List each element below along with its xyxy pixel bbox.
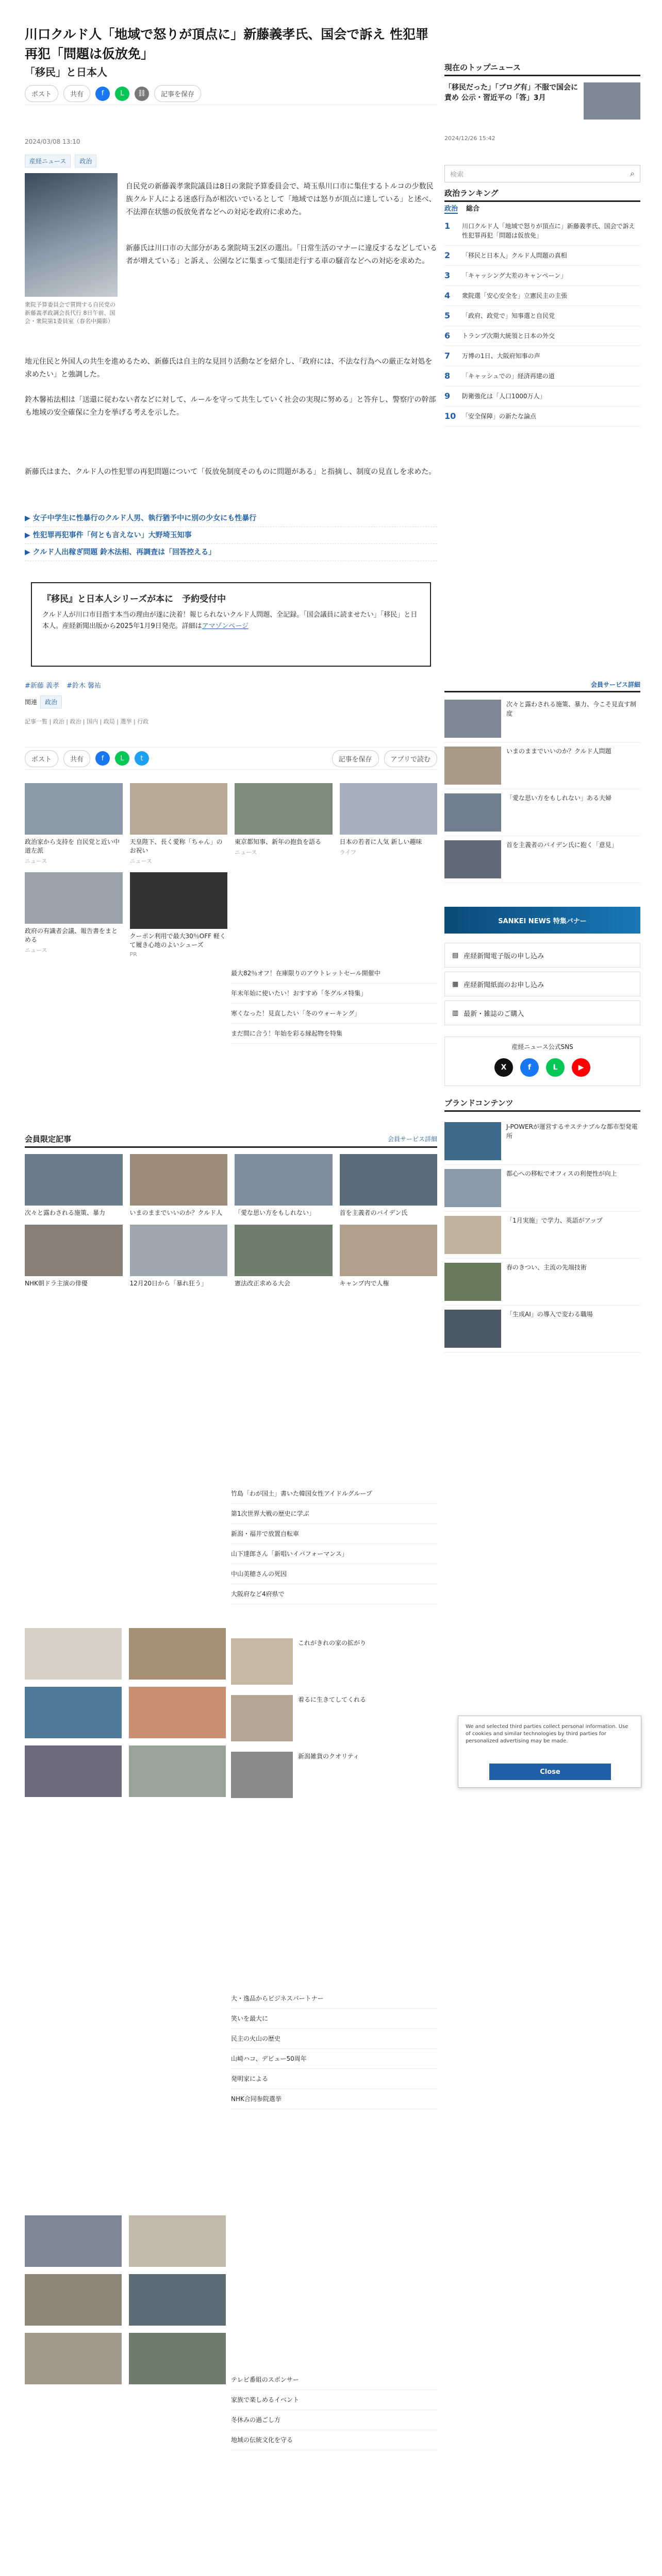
- brand-item[interactable]: J-POWERが運営するサステナブルな都市型発電所: [444, 1118, 640, 1165]
- member-card[interactable]: NHK朝ドラ主演の俳優: [25, 1225, 123, 1288]
- keyword-tag[interactable]: #新藤 義孝: [25, 682, 60, 690]
- ad-card[interactable]: [129, 1628, 226, 1680]
- pr-text-list: [231, 963, 437, 1044]
- post-button[interactable]: ポスト: [25, 85, 58, 102]
- rank-item[interactable]: 10 「安全保障」の新たな論点: [444, 406, 640, 427]
- category-tag[interactable]: 政治: [40, 696, 62, 708]
- article-subtitle: 「移民」と日本人: [25, 66, 107, 78]
- article-date: 2024/03/08 13:10: [25, 138, 80, 145]
- pr-bottom-item[interactable]: 冬休みの過ごし方: [231, 2410, 437, 2430]
- ad-card[interactable]: [25, 1745, 122, 1797]
- pr-item[interactable]: まだ間に合う！年始を彩る縁起物を特集: [231, 1024, 437, 1044]
- ad-card[interactable]: [25, 2274, 122, 2326]
- sidebar-banner[interactable]: SANKEI NEWS 特集バナー: [444, 907, 640, 934]
- left-ad-grid: [25, 1628, 226, 1797]
- book-icon: ▥: [452, 1009, 459, 1017]
- close-button[interactable]: Close: [489, 1764, 611, 1780]
- newspaper-link[interactable]: ▦ 産経新聞紙面のお申し込み: [444, 972, 640, 996]
- article-photo: [25, 173, 118, 297]
- pr-thumb-text[interactable]: 着るに生きてしてくれる: [298, 1696, 367, 1703]
- ad-card[interactable]: [129, 2215, 226, 2267]
- member-card[interactable]: 次々と露わされる施策、暴力: [25, 1154, 123, 1217]
- member-card[interactable]: 首を主義者のバイデン氏: [340, 1154, 438, 1217]
- article-paragraph: 鈴木馨祐法相は「送還に従わない者などに対して、ルールを守って共生していく社会の実現に努める」と答弁し、警察庁の幹部も地域の安全確保に全力を挙げる考えを示した。: [25, 396, 436, 417]
- category-row: [25, 696, 62, 708]
- article-paragraph: 新藤氏はまた、クルド人の性犯罪の再犯問題について「仮放免制度そのものに問題がある」と指摘し、制度の見直しを求めた。: [25, 468, 436, 476]
- pr-thumb[interactable]: [231, 1695, 293, 1741]
- promo-heading: 『移民』と日本人シリーズが本に 予約受付中: [42, 594, 226, 604]
- rank-item[interactable]: 3 「キャッシング大差のキャンペーン」: [444, 266, 640, 286]
- ad-card[interactable]: [25, 1628, 122, 1680]
- pr-more-item[interactable]: 民主の火山の歴史: [231, 2029, 437, 2049]
- pr-item[interactable]: 寒くなった！見直したい「冬のウォーキング」: [231, 1004, 437, 1024]
- pr-thumb[interactable]: [231, 1638, 293, 1685]
- article-paragraph: 自民党の新藤義孝衆院議員は8日の衆院予算委員会で、埼玉県川口市に集住するトルコの少数民族クルド人による迷惑行為が相次いでいるとして「地域では怒りが頂点に達している」と述べ、不法滞在状態の仮放免者などへの対応を政府に求めた。: [126, 182, 436, 216]
- book-promo: [31, 582, 431, 667]
- member-card[interactable]: いまのままでいいのか？クルド人: [130, 1154, 228, 1217]
- shoe-ad-card[interactable]: クーポン利用で最大30％OFF 軽くて履き心地のよいシューズ PR: [130, 872, 228, 958]
- line-icon[interactable]: L: [115, 87, 129, 101]
- pr-thumb-text[interactable]: 新潟雑貨のクオリティ: [298, 1753, 359, 1760]
- sns-follow: [444, 1037, 640, 1086]
- follow-title: 産経ニュース公式SNS: [511, 1043, 573, 1050]
- member2-item[interactable]: 大阪府など4府県で: [231, 1584, 437, 1604]
- ranking-list: [444, 216, 640, 427]
- brand-item[interactable]: 「生成AI」の導入で変わる職場: [444, 1306, 640, 1352]
- ranking-head: 政治ランキング: [444, 188, 640, 202]
- app-button[interactable]: アプリで読む: [384, 750, 437, 767]
- category-label: 関連: [25, 699, 38, 706]
- youtube-icon[interactable]: ▶: [572, 1058, 590, 1077]
- related-link[interactable]: ▶ 性犯罪再犯事件「何とも言えない」大野埼玉知事: [25, 527, 437, 544]
- topnews-head: 現在のトップニュース: [444, 62, 640, 76]
- related-link[interactable]: ▶ 女子中学生に性暴行のクルド人男、執行猶予中に別の少女にも性暴行: [25, 510, 437, 527]
- amazon-link[interactable]: アマゾンページ: [202, 622, 249, 630]
- rank-item[interactable]: 2 「移民と日本人」クルド人問題の真相: [444, 246, 640, 266]
- cookie-text: We and selected third parties collect personal information. Use of cookies and similar technologies by third parties for personalized advertising may be made.: [466, 1724, 628, 1744]
- ad-card[interactable]: [25, 2215, 122, 2267]
- recommend-card[interactable]: 天皇陛下、長く愛称「ちゃん」のお祝い ニュース: [130, 783, 228, 865]
- tag[interactable]: 産経ニュース: [25, 155, 71, 167]
- pr-more-item[interactable]: 大・逸品からビジネスパートナー: [231, 1989, 437, 2009]
- rank-item[interactable]: 8 「キャッシュでの」経済再建の道: [444, 366, 640, 386]
- pr-more-item[interactable]: 発明家による: [231, 2069, 437, 2089]
- search-icon[interactable]: ⌕: [630, 168, 635, 178]
- brand-item[interactable]: 都心への移転でオフィスの利便性が向上: [444, 1165, 640, 1212]
- member-card[interactable]: 憲法改正求める大会: [235, 1225, 333, 1288]
- ad-card[interactable]: [129, 1687, 226, 1738]
- ad-card[interactable]: [129, 1745, 226, 1797]
- article-paragraph: 新藤氏は川口市の大部分がある衆院埼玉2区の選出。「日常生活のマナーに違反するなどしている者が増えている」と訴え、公園などに集まって集団走行する車の騒音などへの対応を求めた。: [126, 244, 437, 265]
- related-links: [25, 510, 437, 561]
- member2-item[interactable]: 山下達郎さん「新唱いイバフォーマンス」: [231, 1544, 437, 1564]
- rank-item[interactable]: 6 トランプ次期大統領と日本の外交: [444, 326, 640, 346]
- recommend-card[interactable]: 日本の若者に人気 新しい趣味 ライフ: [340, 783, 438, 865]
- search-box[interactable]: [444, 165, 640, 182]
- member-grid: [25, 1154, 437, 1288]
- rank-item[interactable]: 7 万博の1日、大阪府知事の声: [444, 346, 640, 366]
- pr-more-list: [231, 1989, 437, 2109]
- pr-more-item[interactable]: 笑いを最大に: [231, 2009, 437, 2029]
- link-icon[interactable]: ⛓: [135, 87, 149, 101]
- sidebar-links: [444, 943, 640, 1029]
- article-title: 川口クルド人「地域で怒りが頂点に」新藤義孝氏、国会で訴え 性犯罪再犯「問題は仮放免」: [25, 27, 428, 61]
- rank-item[interactable]: 9 防衛強化は「人口1000万人」: [444, 386, 640, 406]
- facebook-icon[interactable]: f: [95, 751, 110, 766]
- article-tags: [25, 155, 96, 167]
- member2-item[interactable]: 中山美穂さんの死因: [231, 1564, 437, 1584]
- subscribe-link[interactable]: ▤ 産経新聞電子版の申し込み: [444, 943, 640, 968]
- share-button[interactable]: 共有: [63, 85, 90, 102]
- save-article-button[interactable]: 記事を保存: [332, 750, 379, 767]
- recommend-grid: [25, 783, 437, 958]
- keyword-tags: [25, 680, 101, 690]
- sidebar-pr-head[interactable]: 会員サービス詳細: [444, 680, 640, 692]
- recommend-card[interactable]: 政治家から支持を 自民党と近い中道左派 ニュース: [25, 783, 123, 865]
- keyword-tag[interactable]: #鈴木 馨祐: [67, 682, 102, 690]
- article-paragraph: 地元住民と外国人の共生を進めるため、新藤氏は自主的な見回り活動などを紹介し、「政府には、不法な行為への厳正な対処を求めたい」と強調した。: [25, 358, 433, 379]
- rank-item[interactable]: 4 衆院選「安心安全を」立憲民主の主張: [444, 286, 640, 306]
- pr-bottom-list: [231, 2370, 437, 2450]
- section-title: 会員限定記事: [25, 1134, 72, 1144]
- brand-item[interactable]: 春のきつい、主流の先端技術: [444, 1259, 640, 1306]
- sidebar-pr-item[interactable]: いまのままでいいのか？クルド人問題: [444, 742, 640, 789]
- bird-icon[interactable]: t: [135, 751, 149, 766]
- newspaper-icon: ▦: [452, 980, 459, 988]
- brand-head: ブランドコンテンツ: [444, 1097, 640, 1112]
- ad-card[interactable]: [25, 2333, 122, 2384]
- x-icon[interactable]: X: [494, 1058, 513, 1077]
- promo-text: クルド人が川口市目指す本当の理由が遂に決着！報じられないクルド人問題、全記録。「国会議員に読ませたい」「移民」と日本人。産経新聞出版から2025年1月9日発売。詳細は: [42, 611, 418, 630]
- share-bar-bottom: [25, 747, 437, 770]
- share-button[interactable]: 共有: [63, 750, 90, 767]
- member2-item[interactable]: 新潟・福井で放置自転車: [231, 1524, 437, 1544]
- recommend-card[interactable]: 政府の有識者会議、報告書をまとめる ニュース: [25, 872, 123, 958]
- sidebar-pr-item[interactable]: 「愛な思い方をもしれない」ある夫婦: [444, 789, 640, 836]
- topnews-date: 2024/12/26 15:42: [444, 135, 495, 142]
- pr-bottom-item[interactable]: 地域の伝統文化を守る: [231, 2430, 437, 2450]
- sidebar-pr-list: [444, 696, 640, 883]
- share-bar: [25, 82, 437, 105]
- sidebar-pr-item[interactable]: 次々と露わされる施策、暴力、今こそ見直す制度: [444, 696, 640, 742]
- member-card[interactable]: 12月20日から「暴れ狂う」: [130, 1225, 228, 1288]
- facebook-icon[interactable]: f: [95, 87, 110, 101]
- tag[interactable]: 政治: [75, 155, 96, 167]
- member2-item[interactable]: 竹島「わが国土」書いた韓国女性アイドルグループ: [231, 1484, 437, 1504]
- member-card[interactable]: 「愛な思い方をもしれない」: [235, 1154, 333, 1217]
- line-icon[interactable]: L: [115, 751, 129, 766]
- tab-overall[interactable]: 総合: [466, 205, 480, 213]
- topnews-title[interactable]: 「移民だった」「ブログ有」不服で国会に責め 公示・習近平の「答」3月: [444, 83, 578, 102]
- pr-thumb[interactable]: [231, 1752, 293, 1798]
- search-placeholder: 検索: [450, 171, 464, 179]
- related-link[interactable]: ▶ クルド人出稼ぎ問題 鈴木法相、再調査は「回答控える」: [25, 544, 437, 561]
- member-card[interactable]: キャンプ内で人権: [340, 1225, 438, 1288]
- ranking-tabs: [444, 203, 479, 214]
- pr-bottom-item[interactable]: テレビ番組のスポンサー: [231, 2370, 437, 2390]
- ad-card[interactable]: [129, 2274, 226, 2326]
- rank-item[interactable]: 5 「政府、政党で」知事選と自民党: [444, 306, 640, 326]
- pr-more-item[interactable]: 山崎ハコ、デビュー50周年: [231, 2049, 437, 2069]
- pr-item[interactable]: 最大82％オフ！在庫限りのアウトレットセール開催中: [231, 963, 437, 984]
- member2-list: [231, 1484, 437, 1604]
- member2-item[interactable]: 第1次世界大戦の歴史に学ぶ: [231, 1504, 437, 1524]
- tab-politics[interactable]: 政治: [444, 203, 458, 214]
- breadcrumb[interactable]: 記事一覧 | 政治 | 政治 | 国内 | 政局 | 選挙 | 行政: [25, 718, 149, 725]
- topnews-thumb[interactable]: [584, 82, 640, 120]
- magazine-link[interactable]: ▥ 最新・雑誌のご購入: [444, 1001, 640, 1025]
- brand-list: [444, 1118, 640, 1352]
- section-more-link[interactable]: 会員サービス詳細: [387, 1136, 437, 1143]
- member-section-header: [25, 1133, 437, 1148]
- post-button[interactable]: ポスト: [25, 750, 58, 767]
- brand-item[interactable]: 「1月実施」で学力、英語がアップ: [444, 1212, 640, 1259]
- ad-card[interactable]: [129, 2333, 226, 2384]
- ad-card[interactable]: [25, 1687, 122, 1738]
- left-ad-grid-2: [25, 2215, 226, 2384]
- pr-item[interactable]: 年末年始に使いたい！おすすめ「冬グルメ特集」: [231, 984, 437, 1004]
- photo-caption: 衆院予算委員会で質問する自民党の新藤義孝政調会長代行 8日午前、国会・衆院第1委員室（春名中撮影）: [25, 301, 115, 325]
- line-icon[interactable]: L: [546, 1058, 565, 1077]
- pr-bottom-item[interactable]: 家族で楽しめるイベント: [231, 2390, 437, 2410]
- sidebar-pr-item[interactable]: 首を主義者のバイデン氏に抱く「意見」: [444, 836, 640, 883]
- pr-more-item[interactable]: NHK合同参院選挙: [231, 2089, 437, 2109]
- recommend-card[interactable]: 東京都知事、新年の抱負を語る ニュース: [235, 783, 333, 865]
- facebook-icon[interactable]: f: [520, 1058, 539, 1077]
- cookie-banner: [458, 1716, 641, 1788]
- document-icon: ▤: [452, 951, 459, 959]
- pr-thumb-text[interactable]: これがきれの家の拡がり: [298, 1639, 367, 1647]
- rank-item[interactable]: 1 川口クルド人「地域で怒りが頂点に」新藤義孝氏、国会で訴え 性犯罪再犯「問題は仮放免」: [444, 216, 640, 246]
- save-article-button[interactable]: 記事を保存: [154, 85, 201, 102]
